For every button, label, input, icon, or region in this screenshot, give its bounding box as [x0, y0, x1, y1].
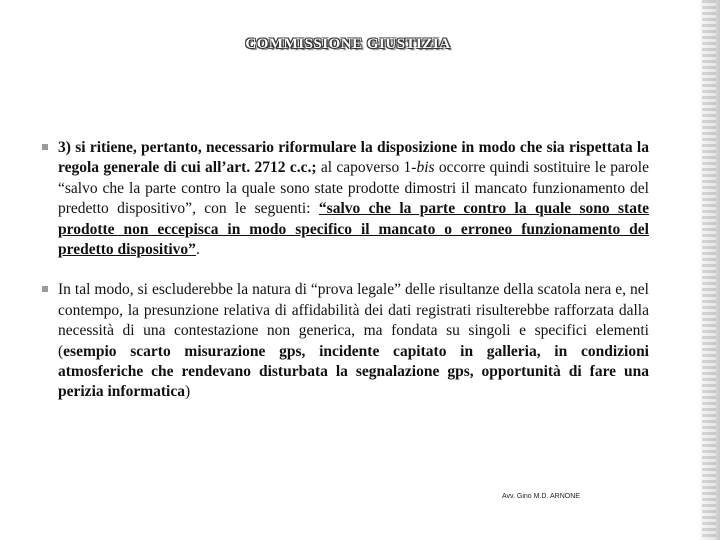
bullet-item-1 — [42, 138, 649, 260]
bullet-2-end: ) — [184, 383, 191, 401]
footer-author: Avv. Gino M.D. ARNONE — [502, 493, 580, 500]
square-bullet-icon — [42, 144, 48, 150]
slide-title: COMMISSIONE GIUSTIZIA — [245, 36, 451, 52]
bullet-item-2 — [42, 280, 649, 402]
bullet-2-text: In tal modo, si escluderebbe la natura di “prova legale” delle risultanze della scatola nera e, nel contempo, la presunzione relativa di affidabilità dei dati registrati risulterebbe rafforzata dalla necessità di una contestazione non generica, ma fondata su singoli e specifici elementi ( — [58, 281, 649, 360]
bullet-1-bold-lead: 3) si ritiene, pertanto, necessario riformulare la disposizione in modo che sia rispettata la regola generale di cui all’art. 2712 c.c.; — [58, 139, 649, 177]
bullet-1-text-a: al capoverso 1- — [316, 159, 417, 177]
bullet-1-end: . — [195, 241, 200, 259]
bullet-1-italic: bis — [416, 159, 435, 177]
decorative-side-band — [698, 0, 720, 540]
bullet-2-examples: esempio scarto misurazione gps, incidente capitato in galleria, in condizioni atmosferiche che rendevano disturbata la segnalazione gps, opportunità di fare una perizia informatica — [58, 342, 649, 401]
bullet-1-text-b: occorre quindi sostituire le parole “salvo che la parte contro la quale sono state prodotte dimostri il mancato funzionamento del predetto dispositivo”, con le seguenti: — [58, 159, 649, 218]
slide-content — [42, 138, 649, 423]
bullet-1-proposed-wording: “salvo che la parte contro la quale sono state prodotte non eccepisca in modo specifico il mancato o erroneo funzionamento del predetto dispositivo” — [58, 200, 650, 259]
square-bullet-icon — [42, 286, 48, 292]
